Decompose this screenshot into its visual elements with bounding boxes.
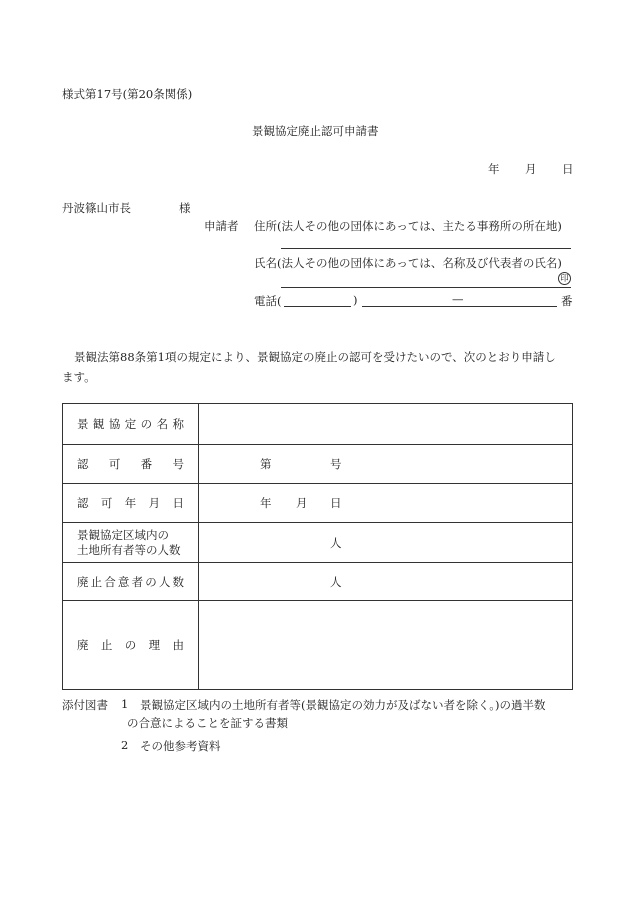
attachment-1-number: 1 — [121, 697, 129, 711]
label-cell: 廃止合意者の人数 — [63, 563, 199, 600]
name-label: 氏名(法人その他の団体にあっては、名称及び代表者の氏名) — [254, 256, 562, 270]
approval-date-year: 年 — [260, 496, 272, 510]
row-consenter-count — [63, 562, 572, 600]
approval-number-prefix: 第 — [260, 457, 272, 471]
attachment-1-line-1: 景観協定区域内の土地所有者等(景観協定の効力が及ばない者を除く。)の過半数 — [140, 698, 546, 712]
row-approval-date — [63, 483, 572, 522]
date-month-label: 月 — [525, 162, 537, 176]
form-number: 様式第17号(第20条関係) — [62, 87, 193, 101]
phone-suffix: 番 — [561, 294, 573, 308]
address-field-line[interactable] — [281, 248, 571, 249]
body-text-line-1: 景観法第88条第1項の規定により、景観協定の廃止の認可を受けたいので、次のとおり申請し — [74, 350, 556, 364]
label-cell: 廃止の理由 — [63, 601, 199, 689]
approval-date-month: 月 — [296, 496, 308, 510]
name-field-line[interactable] — [281, 287, 571, 288]
approval-number-suffix: 号 — [330, 457, 342, 471]
date-year-label: 年 — [488, 162, 500, 176]
consenter-count-unit: 人 — [330, 574, 342, 589]
attachments-label: 添付図書 — [62, 698, 108, 712]
row-agreement-name — [63, 404, 572, 444]
addressee-honorific: 様 — [179, 201, 191, 215]
label-cell: 景観協定区域内の 土地所有者等の人数 — [63, 523, 199, 562]
applicant-label: 申請者 — [204, 219, 239, 233]
address-label: 住所(法人その他の団体にあっては、主たる事務所の所在地) — [254, 219, 562, 233]
label-cell: 認可年月日 — [63, 484, 199, 522]
row-approval-number — [63, 444, 572, 483]
row-abolition-reason — [63, 600, 572, 689]
phone-area-code-line[interactable] — [284, 306, 351, 307]
attachment-1-line-2: の合意によることを証する書類 — [127, 716, 288, 730]
label-cell: 認可番号 — [63, 445, 199, 483]
phone-number-line[interactable] — [362, 306, 557, 307]
landowner-count-unit: 人 — [330, 535, 342, 550]
seal-mark: 印 — [558, 272, 571, 285]
phone-close-paren: ) — [353, 293, 358, 307]
date-day-label: 日 — [562, 162, 574, 176]
row-landowner-count — [63, 522, 572, 562]
application-table — [62, 403, 573, 690]
phone-label: 電話( — [254, 294, 282, 308]
label-cell: 景観協定の名称 — [63, 404, 199, 444]
body-text-line-2: ます。 — [62, 370, 96, 384]
document-title: 景観協定廃止認可申請書 — [252, 124, 379, 138]
attachment-2-text: その他参考資料 — [140, 739, 221, 753]
attachment-2-number: 2 — [121, 738, 129, 752]
approval-date-day: 日 — [330, 496, 342, 510]
phone-dash: — — [452, 292, 464, 306]
addressee-name: 丹波篠山市長 — [62, 201, 131, 215]
